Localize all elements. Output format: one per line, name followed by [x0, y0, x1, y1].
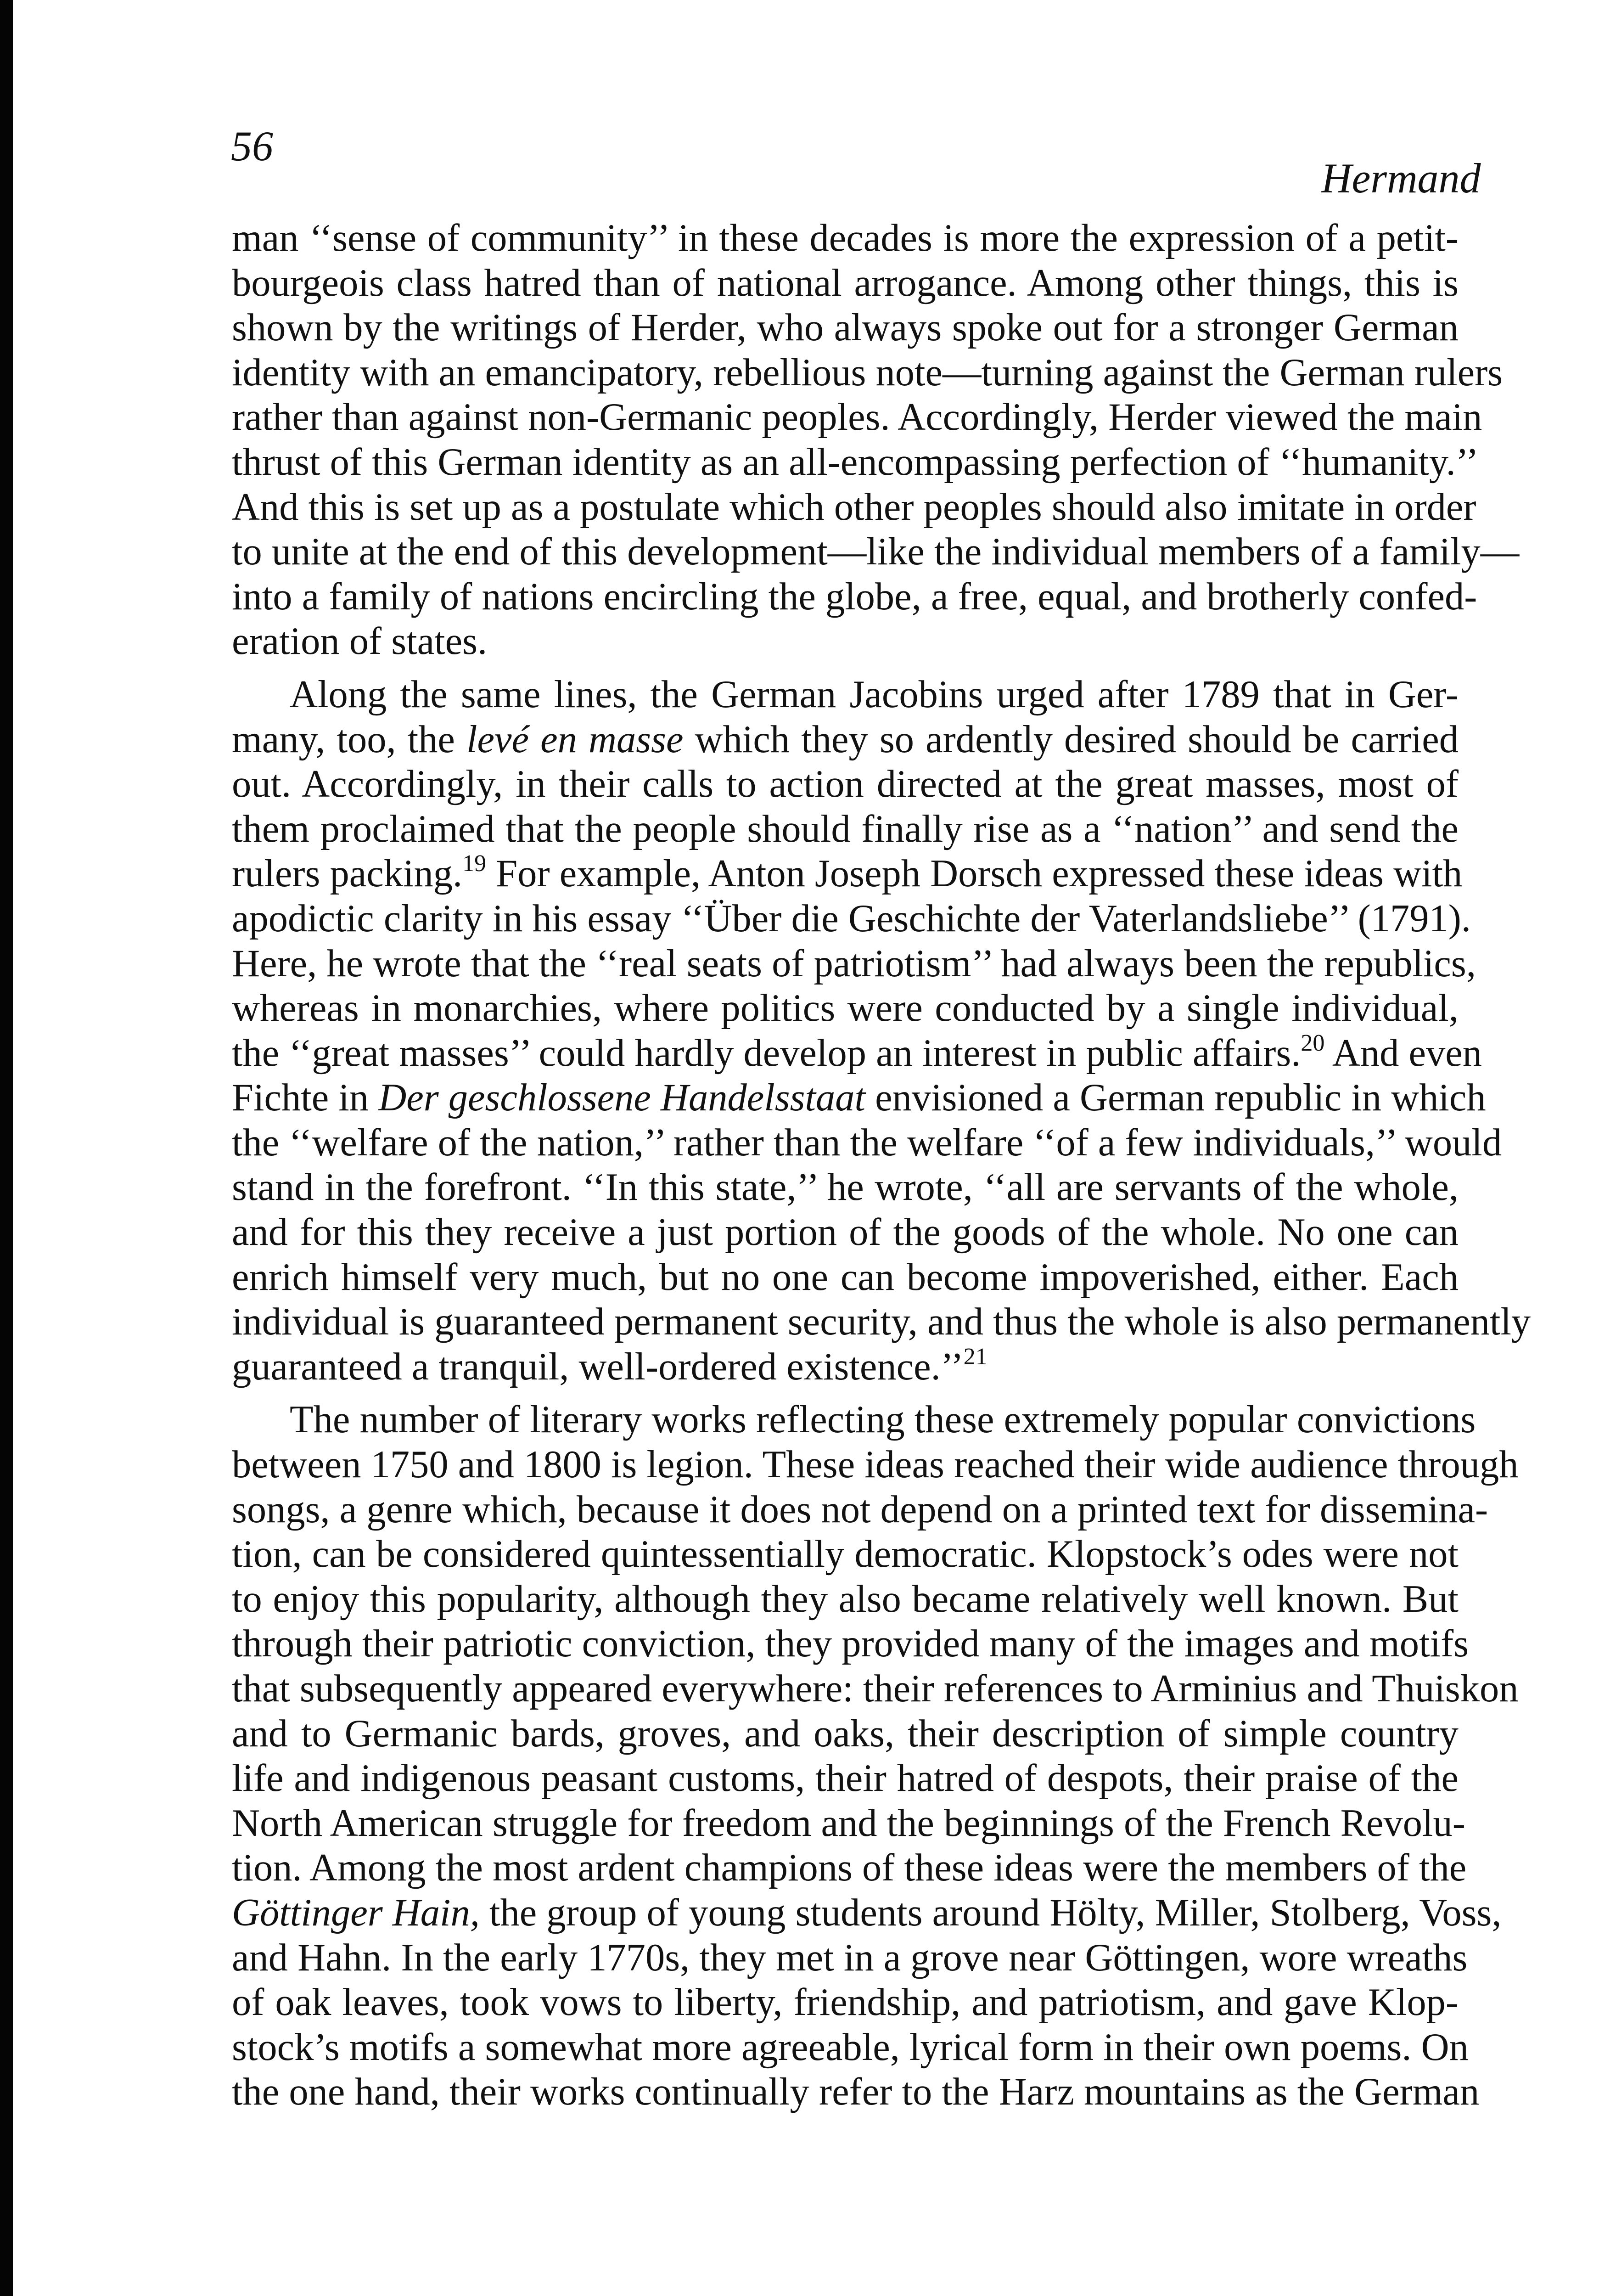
italic-text: Der geschlossene Handelsstaat: [378, 1076, 865, 1120]
text-line: [232, 485, 1476, 530]
text-line: [232, 762, 1459, 807]
text-run: and Hahn. In the early 1770s, they met in a grove near Göttingen, wore wreaths: [232, 1936, 1468, 1979]
text-run: to unite at the end of this development—like the individual members of a family—: [232, 530, 1520, 574]
text-line: [232, 619, 1459, 664]
text-line: [232, 1936, 1468, 1981]
text-line: [232, 216, 1459, 261]
text-line: [232, 1666, 1519, 1711]
text-line: [232, 261, 1459, 306]
text-run: the ‘‘welfare of the nation,’’ rather than the welfare ‘‘of a few individuals,’’ would: [232, 1121, 1502, 1164]
text-run: tion. Among the most ardent champions of these ideas were the members of the: [232, 1846, 1467, 1890]
running-head: Hermand: [1321, 155, 1481, 202]
page-number: 56: [231, 123, 273, 169]
footnote-reference: 19: [462, 850, 487, 877]
text-run: North American struggle for freedom and the beginnings of the French Revolu-: [232, 1801, 1465, 1845]
text-line: [232, 850, 1463, 896]
text-run: whereas in monarchies, where politics were conducted by a single individual,: [232, 987, 1459, 1030]
text-run: to enjoy this popularity, although they also became relatively well known. But: [232, 1577, 1459, 1621]
text-run: and for this they receive a just portion of the goods of the whole. No one can: [232, 1211, 1459, 1254]
text-line: [232, 1442, 1519, 1487]
text-line: [232, 672, 1459, 717]
text-run: bourgeois class hatred than of national arrogance. Among other things, this is: [232, 261, 1459, 304]
text-run: tion, can be considered quintessentially democratic. Klopstock’s odes were not: [232, 1533, 1459, 1576]
text-line: [232, 1711, 1459, 1756]
text-run: rulers packing.: [232, 852, 463, 895]
text-run: Along the same lines, the German Jacobins urged after 1789 that in Ger-: [290, 673, 1459, 716]
text-run: Fichte in: [232, 1076, 379, 1120]
text-line: [232, 440, 1479, 485]
text-run: many, too, the: [232, 718, 467, 761]
text-run: individual is guaranteed permanent security, and thus the whole is also permanently: [232, 1300, 1531, 1344]
text-line: [232, 1255, 1459, 1300]
text-run: the ‘‘great masses’’ could hardly develop an interest in public affairs.: [232, 1031, 1301, 1075]
text-run: envisioned a German republic in which: [865, 1076, 1486, 1120]
text-line: [232, 1801, 1465, 1846]
body-text: [232, 216, 1531, 2115]
text-run: and to Germanic bards, groves, and oaks, their description of simple country: [232, 1712, 1459, 1755]
paragraph: [232, 1397, 1519, 2115]
text-line: [232, 2070, 1480, 2115]
text-run: through their patriotic conviction, they provided many of the images and motifs: [232, 1622, 1469, 1666]
italic-text: levé en masse: [466, 718, 684, 761]
text-line: [232, 350, 1503, 395]
text-line: [232, 529, 1520, 574]
text-run: the one hand, their works continually refer to the Harz mountains as the German: [232, 2071, 1480, 2114]
paragraph-gap: [232, 1389, 1459, 1397]
text-run: which they so ardently desired should be carried: [683, 718, 1459, 761]
footnote-reference: 21: [963, 1343, 987, 1370]
text-run: eration of states.: [232, 620, 488, 663]
text-run: identity with an emancipatory, rebellious note—turning against the German rulers: [232, 351, 1503, 394]
text-line: [232, 1621, 1469, 1666]
text-line: [232, 986, 1459, 1031]
text-line: [232, 1030, 1482, 1076]
text-run: stand in the forefront. ‘‘In this state,’’ he wrote, ‘‘all are servants of the whole,: [232, 1166, 1459, 1209]
text-run: shown by the writings of Herder, who always spoke out for a stronger German: [232, 306, 1459, 349]
text-run: And this is set up as a postulate which other peoples should also imitate in order: [232, 485, 1476, 529]
text-run: Here, he wrote that the ‘‘real seats of patriotism’’ had always been the republics,: [232, 942, 1476, 985]
text-line: [232, 717, 1459, 762]
text-line: [232, 1210, 1459, 1255]
text-run: man ‘‘sense of community’’ in these decades is more the expression of a petit-: [232, 217, 1459, 259]
text-line: [232, 2025, 1469, 2070]
text-run: For example, Anton Joseph Dorsch expressed these ideas with: [486, 852, 1463, 895]
text-line: [232, 1397, 1476, 1442]
text-run: songs, a genre which, because it does not depend on a printed text for dissemina-: [232, 1488, 1488, 1531]
text-run: the group of young students around Hölty, Miller, Stolberg, Voss,: [479, 1891, 1502, 1934]
italic-text: Göttinger Hain,: [232, 1891, 480, 1934]
text-line: [232, 941, 1476, 986]
paragraph: [232, 672, 1531, 1390]
text-line: [232, 1891, 1502, 1936]
text-line: [232, 1120, 1502, 1165]
paragraph-gap: [232, 664, 1459, 672]
text-line: [232, 1300, 1531, 1345]
scan-left-edge-shadow: [0, 0, 13, 2296]
text-line: [232, 1532, 1459, 1577]
text-line: [232, 896, 1471, 941]
text-line: [232, 1487, 1488, 1532]
text-run: apodictic clarity in his essay ‘‘Über die Geschichte der Vaterlandsliebe’’ (1791).: [232, 897, 1471, 940]
text-run: guaranteed a tranquil, well-ordered existence.’’: [232, 1345, 964, 1388]
text-line: [232, 305, 1459, 350]
text-line: [232, 1165, 1459, 1210]
text-run: out. Accordingly, in their calls to action directed at the great masses, most of: [232, 763, 1459, 806]
text-line: [232, 574, 1477, 619]
text-run: stock’s motifs a somewhat more agreeable, lyrical form in their own poems. On: [232, 2026, 1469, 2069]
text-run: of oak leaves, took vows to liberty, friendship, and patriotism, and gave Klop-: [232, 1981, 1459, 2024]
text-line: [232, 807, 1459, 852]
text-line: [232, 1756, 1459, 1801]
text-run: them proclaimed that the people should finally rise as a ‘‘nation’’ and send the: [232, 807, 1459, 850]
text-run: that subsequently appeared everywhere: their references to Arminius and Thuiskon: [232, 1667, 1519, 1710]
text-run: enrich himself very much, but no one can become impoverished, either. Each: [232, 1255, 1459, 1299]
text-run: rather than against non-Germanic peoples. Accordingly, Herder viewed the main: [232, 396, 1482, 439]
text-line: [232, 1075, 1486, 1120]
text-run: And even: [1324, 1031, 1482, 1075]
text-line: [232, 1577, 1459, 1622]
text-run: between 1750 and 1800 is legion. These ideas reached their wide audience through: [232, 1443, 1519, 1486]
text-run: into a family of nations encircling the globe, a free, equal, and brotherly confed-: [232, 575, 1477, 618]
text-line: [232, 395, 1482, 440]
footnote-reference: 20: [1301, 1030, 1325, 1056]
text-line: [232, 1980, 1459, 2025]
text-run: The number of literary works reflecting these extremely popular convictions: [290, 1398, 1476, 1441]
text-line: [232, 1846, 1467, 1891]
text-line: [232, 1345, 1459, 1390]
text-run: thrust of this German identity as an all-encompassing perfection of ‘‘humanity.’’: [232, 440, 1479, 484]
paragraph: [232, 216, 1520, 664]
text-run: life and indigenous peasant customs, their hatred of despots, their praise of the: [232, 1757, 1459, 1800]
